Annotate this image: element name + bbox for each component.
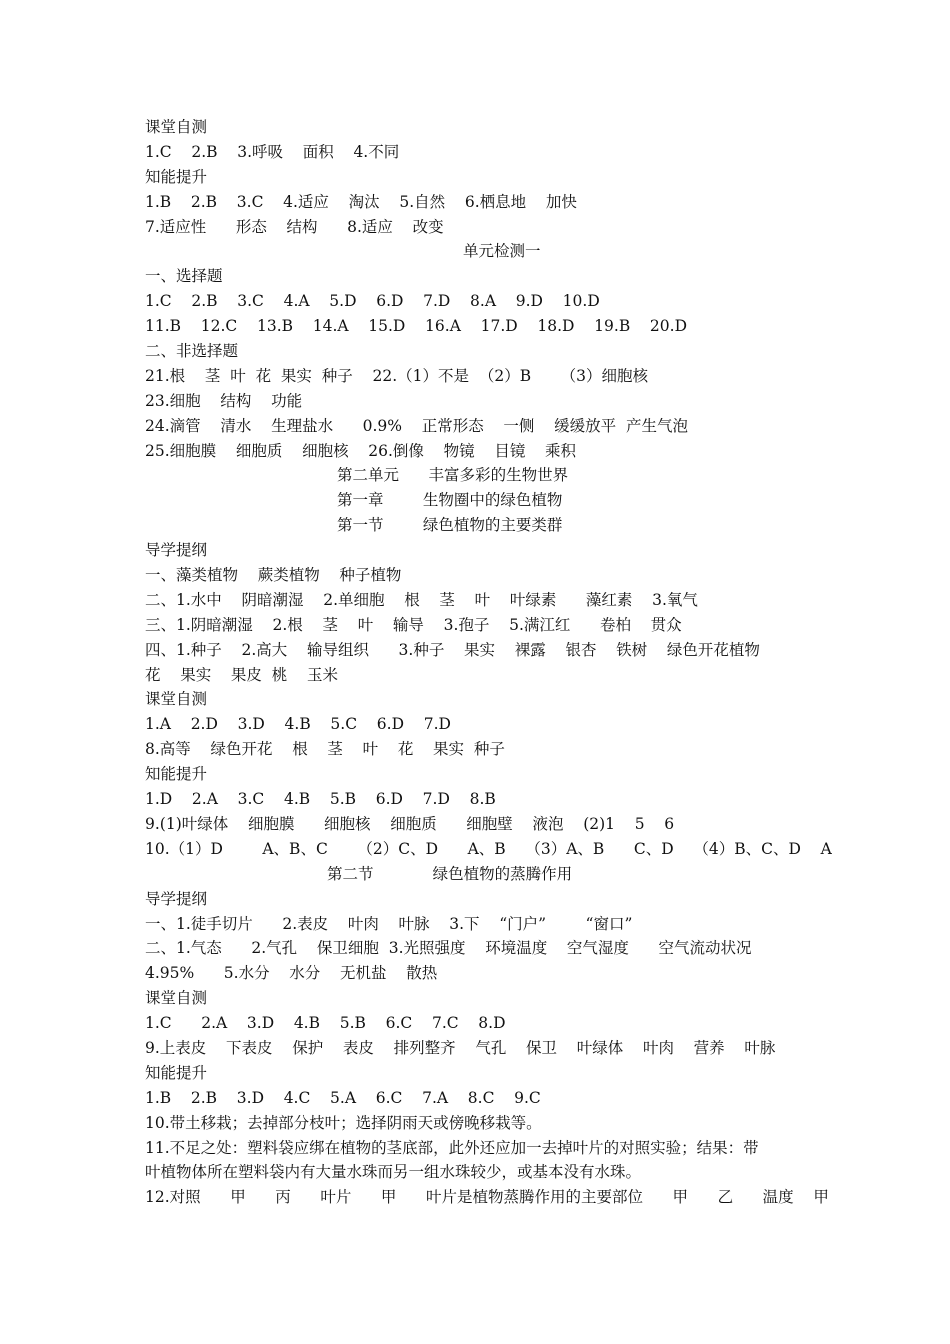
answer-line: 四、1.种子 2.高大 输导组织 3.种子 果实 裸露 银杏 铁树 绿色开花植物 bbox=[145, 640, 760, 659]
section-heading: 课堂自测 bbox=[145, 690, 208, 709]
answer-line: 21.根 茎 叶 花 果实 种子 22.（1）不是 （2）B （3）细胞核 bbox=[145, 366, 649, 385]
section-title: 第一节 绿色植物的主要类群 bbox=[337, 516, 563, 535]
answer-line: 1.B 2.B 3.D 4.C 5.A 6.C 7.A 8.C 9.C bbox=[145, 1088, 541, 1107]
answer-line: 二、1.气态 2.气孔 保卫细胞 3.光照强度 环境温度 空气湿度 空气流动状况 bbox=[145, 939, 752, 958]
answer-line: 9.上表皮 下表皮 保护 表皮 排列整齐 气孔 保卫 叶绿体 叶肉 营养 叶脉 bbox=[145, 1038, 776, 1057]
section-heading: 一、选择题 bbox=[145, 267, 223, 286]
answer-line: 三、1.阴暗潮湿 2.根 茎 叶 输导 3.孢子 5.满江红 卷柏 贯众 bbox=[145, 615, 682, 634]
answer-line: 1.B 2.B 3.C 4.适应 淘汰 5.自然 6.栖息地 加快 bbox=[145, 192, 577, 211]
answer-line: 一、藻类植物 蕨类植物 种子植物 bbox=[145, 566, 402, 585]
answer-line: 花 果实 果皮 桃 玉米 bbox=[145, 665, 338, 684]
answer-line: 7.适应性 形态 结构 8.适应 改变 bbox=[145, 217, 444, 236]
answer-line: 叶植物体所在塑料袋内有大量水珠而另一组水珠较少，或基本没有水珠。 bbox=[145, 1163, 642, 1182]
answer-line: 一、1.徒手切片 2.表皮 叶肉 叶脉 3.下 “门户” “窗口” bbox=[145, 914, 633, 933]
section-heading: 知能提升 bbox=[145, 1063, 208, 1082]
answer-line: 25.细胞膜 细胞质 细胞核 26.倒像 物镜 目镜 乘积 bbox=[145, 441, 577, 460]
answer-line: 1.C 2.B 3.呼吸 面积 4.不同 bbox=[145, 142, 400, 161]
answer-line: 11.B 12.C 13.B 14.A 15.D 16.A 17.D 18.D 19.B 20.D bbox=[145, 317, 688, 336]
answer-line: 1.C 2.A 3.D 4.B 5.B 6.C 7.C 8.D bbox=[145, 1014, 506, 1033]
answer-line: 1.C 2.B 3.C 4.A 5.D 6.D 7.D 8.A 9.D 10.D bbox=[145, 292, 600, 311]
section-heading: 二、非选择题 bbox=[145, 342, 239, 361]
answer-line: 1.D 2.A 3.C 4.B 5.B 6.D 7.D 8.B bbox=[145, 790, 496, 809]
answer-line: 23.细胞 结构 功能 bbox=[145, 391, 303, 410]
section-title: 第二节 绿色植物的蒸腾作用 bbox=[327, 864, 573, 883]
section-heading: 知能提升 bbox=[145, 167, 208, 186]
answer-line: 4.95% 5.水分 水分 无机盐 散热 bbox=[145, 964, 438, 983]
answer-line: 24.滴管 清水 生理盐水 0.9% 正常形态 一侧 缓缓放平 产生气泡 bbox=[145, 416, 688, 435]
section-heading: 导学提纲 bbox=[145, 889, 208, 908]
answer-line: 8.高等 绿色开花 根 茎 叶 花 果实 种子 bbox=[145, 740, 505, 759]
answer-key-text bbox=[145, 115, 832, 1210]
answer-line: 二、1.水中 阴暗潮湿 2.单细胞 根 茎 叶 叶绿素 藻红素 3.氧气 bbox=[145, 590, 698, 609]
section-heading: 课堂自测 bbox=[145, 118, 208, 136]
section-heading: 知能提升 bbox=[145, 765, 208, 784]
unit-test-title: 单元检测一 bbox=[463, 242, 541, 261]
answer-line: 9.(1)叶绿体 细胞膜 细胞核 细胞质 细胞壁 液泡 (2)1 5 6 bbox=[145, 814, 675, 833]
answer-line: 11.不足之处：塑料袋应绑在植物的茎底部，此外还应加一去掉叶片的对照实验；结果：带 bbox=[145, 1138, 759, 1157]
chapter-title: 第一章 生物圈中的绿色植物 bbox=[337, 491, 563, 510]
answer-line: 10.带土移栽；去掉部分枝叶；选择阴雨天或傍晚移栽等。 bbox=[145, 1113, 542, 1132]
answer-line: 1.A 2.D 3.D 4.B 5.C 6.D 7.D bbox=[145, 715, 451, 734]
section-heading: 导学提纲 bbox=[145, 541, 208, 560]
section-heading: 课堂自测 bbox=[145, 989, 208, 1008]
answer-line: 10.（1）D A、B、C （2）C、D A、B （3）A、B C、D （4）B、C、D A bbox=[145, 839, 832, 858]
unit-title: 第二单元 丰富多彩的生物世界 bbox=[337, 466, 569, 485]
answer-line: 12.对照 甲 丙 叶片 甲 叶片是植物蒸腾作用的主要部位 甲 乙 温度 甲 bbox=[145, 1188, 829, 1207]
